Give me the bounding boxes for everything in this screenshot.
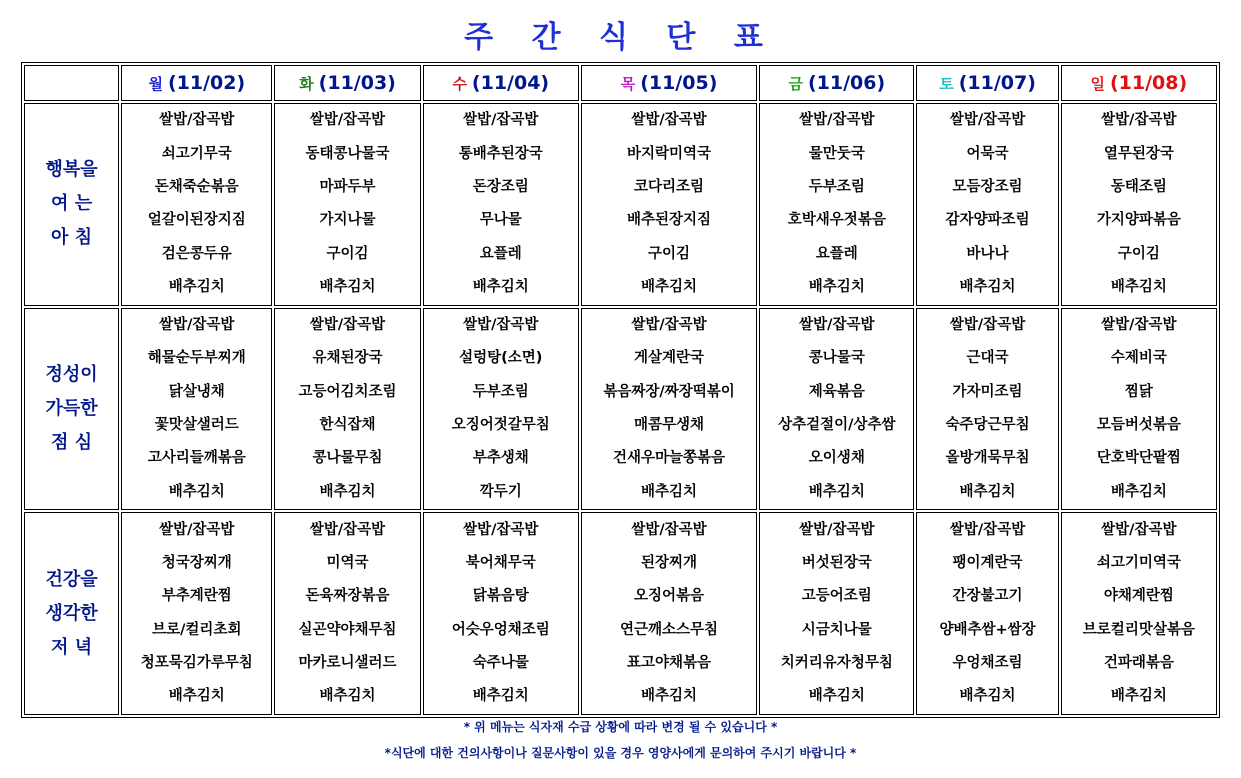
menu-item: 구이김 [326,245,369,262]
menu-item: 올방개묵무침 [945,450,1030,467]
menu-item: 감자양파조림 [945,212,1030,229]
menu-item: 돈채죽순볶음 [154,179,239,196]
menu-item: 근대국 [966,350,1009,367]
menu-item: 단호박단팥찜 [1096,450,1181,467]
menu-item: 깍두기 [479,483,522,500]
menu-cell [916,103,1058,306]
weekday-icon: 화 [299,75,314,93]
menu-item: 수제비국 [1110,350,1167,367]
notice-contact: *식단에 대한 건의사항이나 질문사항이 있을 경우 영양사에게 문의하여 주시기 바랍니다 * [384,746,857,760]
menu-item: 마파두부 [319,179,376,196]
day-date: (11/08) [1109,72,1188,94]
menu-item: 쌀밥/잡곡밥 [799,521,875,538]
menu-item: 쌀밥/잡곡밥 [309,521,386,538]
meal-label-dinner [24,512,119,715]
menu-item: 해물순두부찌개 [147,350,246,367]
meal-label-line: 아 침 [51,227,93,249]
menu-item: 쌀밥/잡곡밥 [1101,112,1177,129]
menu-item: 배추김치 [808,483,865,500]
menu-item: 얼갈이된장지짐 [147,212,246,229]
menu-item: 가자미조림 [952,383,1023,400]
menu-item: 찜닭 [1124,383,1153,400]
menu-item: 코다리조림 [634,179,705,196]
menu-item: 팽이계란국 [952,555,1023,572]
weekly-menu-table [21,62,1220,718]
menu-cell [121,512,272,715]
menu-item: 유채된장국 [312,350,383,367]
menu-cell [581,512,757,715]
menu-cell [1061,103,1217,306]
menu-item: 배추김치 [168,483,225,500]
menu-item: 고등어조림 [801,588,872,605]
day-header-sat [916,65,1058,101]
notice-change: * 위 메뉴는 식자재 수급 상황에 따라 변경 될 수 있습니다 * [463,720,778,734]
meal-label-line: 행복을 [45,159,98,181]
menu-item: 마카로니샐러드 [298,654,397,671]
menu-item: 청국장찌개 [161,555,232,572]
day-header-mon [121,65,272,101]
menu-item: 모듬버섯볶음 [1096,416,1181,433]
menu-item: 닭볶음탕 [472,588,529,605]
menu-item: 미역국 [326,555,369,572]
menu-item: 쌀밥/잡곡밥 [631,317,707,334]
menu-item: 바지락미역국 [627,145,712,162]
menu-item: 물만둣국 [808,145,865,162]
menu-item: 배추김치 [1110,278,1167,295]
menu-item: 콩나물무침 [312,450,383,467]
menu-item: 바나나 [966,245,1009,262]
menu-item: 오징어볶음 [634,588,705,605]
menu-item: 배추김치 [168,278,225,295]
menu-item: 쌀밥/잡곡밥 [949,317,1026,334]
day-date: (11/04) [471,72,550,94]
menu-item: 오이생채 [808,450,865,467]
menu-item: 우엉채조림 [952,654,1023,671]
menu-item: 어묵국 [966,145,1009,162]
menu-item: 무나물 [479,212,522,229]
day-date: (11/03) [318,72,396,94]
menu-item: 청포묵김가루무침 [140,654,253,671]
menu-item: 통배추된장국 [458,145,543,162]
day-date: (11/05) [640,72,718,94]
menu-item: 간장불고기 [952,588,1023,605]
menu-cell [274,512,420,715]
menu-item: 쌀밥/잡곡밥 [949,112,1026,129]
menu-item: 쌀밥/잡곡밥 [309,317,386,334]
menu-item: 검은콩두유 [161,245,232,262]
menu-item: 배추김치 [808,688,865,705]
meal-label-line: 생각한 [45,602,98,624]
menu-item: 요플레 [479,245,522,262]
weekday-icon: 일 [1090,75,1105,93]
weekday-icon: 월 [148,75,163,93]
menu-item: 배추김치 [319,688,376,705]
menu-item: 쌀밥/잡곡밥 [159,317,235,334]
menu-item: 쇠고기미역국 [1096,555,1181,572]
meal-row-breakfast [24,103,1217,306]
menu-item: 쌀밥/잡곡밥 [631,521,707,538]
menu-item: 배추된장지짐 [627,212,712,229]
menu-item: 양배추쌈+쌈장 [939,621,1036,638]
menu-item: 돈육짜장볶음 [305,588,390,605]
menu-item: 야채계란찜 [1103,588,1174,605]
menu-item: 동태조림 [1110,179,1167,196]
menu-item: 매콤무생채 [634,416,705,433]
menu-item: 배추김치 [168,688,225,705]
menu-item: 배추김치 [1110,483,1167,500]
menu-item: 배추김치 [641,483,698,500]
weekday-icon: 금 [788,75,803,93]
day-date: (11/07) [958,72,1036,94]
menu-cell [1061,308,1217,511]
menu-cell [581,103,757,306]
menu-item: 한식잡채 [319,416,376,433]
menu-item: 버섯된장국 [801,555,872,572]
menu-item: 브로컬리맛살볶음 [1082,621,1195,638]
menu-item: 부추계란찜 [161,588,232,605]
weekday-icon: 목 [620,75,636,93]
menu-item: 모듬장조림 [952,179,1023,196]
page-title: 주 간 식 단 표 [464,20,777,55]
menu-cell [916,512,1058,715]
day-header-wed [423,65,579,101]
menu-item: 두부조림 [808,179,865,196]
meal-label-lunch [24,308,119,511]
menu-item: 오징어젓갈무침 [451,416,550,433]
menu-item: 구이김 [1117,245,1160,262]
menu-item: 가지나물 [319,212,376,229]
day-header-fri [759,65,914,101]
day-header-thu [581,65,757,101]
meal-label-line: 건강을 [45,568,98,590]
menu-item: 제육볶음 [808,383,865,400]
meal-label-line: 점 심 [51,431,93,453]
menu-item: 배추김치 [641,278,698,295]
menu-cell [121,308,272,511]
menu-item: 쌀밥/잡곡밥 [799,317,875,334]
menu-item: 호박새우젓볶음 [787,212,886,229]
menu-item: 건파래볶음 [1103,654,1174,671]
menu-item: 쌀밥/잡곡밥 [309,112,386,129]
menu-item: 배추김치 [641,688,698,705]
menu-cell [759,103,914,306]
day-date: (11/02) [167,72,246,94]
menu-item: 꽃맛살샐러드 [154,416,239,433]
menu-item: 북어채무국 [465,555,536,572]
menu-cell [916,308,1058,511]
menu-item: 쌀밥/잡곡밥 [1101,317,1177,334]
menu-item: 가지양파볶음 [1096,212,1181,229]
menu-item: 쌀밥/잡곡밥 [159,521,235,538]
menu-item: 쌀밥/잡곡밥 [159,112,235,129]
day-date: (11/06) [807,72,886,94]
meal-label-line: 저 녁 [51,636,93,658]
meal-label-line: 여 는 [51,193,93,215]
menu-item: 볶음짜장/짜장떡볶이 [603,383,735,400]
menu-item: 상추겉절이/상추쌈 [778,416,896,433]
weekday-icon: 토 [939,75,954,93]
meal-label-line: 정성이 [45,363,98,385]
menu-item: 두부조림 [472,383,529,400]
menu-item: 부추생채 [472,450,529,467]
meal-label-line: 가득한 [45,397,98,419]
menu-item: 브로/컬리초회 [152,621,242,638]
day-header-sun [1061,65,1217,101]
corner-cell [24,65,119,101]
menu-item: 시금치나물 [801,621,872,638]
menu-item: 쌀밥/잡곡밥 [463,112,539,129]
menu-item: 배추김치 [1110,688,1167,705]
menu-item: 쇠고기무국 [161,145,232,162]
menu-item: 게살계란국 [634,350,705,367]
weekday-icon: 수 [452,75,467,93]
menu-item: 콩나물국 [808,350,865,367]
menu-item: 구이김 [648,245,691,262]
menu-cell [423,103,579,306]
menu-cell [423,512,579,715]
menu-cell [759,308,914,511]
menu-item: 요플레 [815,245,858,262]
menu-item: 돈장조림 [472,179,529,196]
menu-item: 연근깨소스무침 [620,621,719,638]
day-header-row [24,65,1217,101]
menu-cell [274,103,420,306]
menu-item: 숙주나물 [472,654,529,671]
menu-cell [423,308,579,511]
menu-item: 배추김치 [808,278,865,295]
menu-item: 쌀밥/잡곡밥 [631,112,707,129]
menu-item: 열무된장국 [1103,145,1174,162]
menu-item: 배추김치 [959,483,1016,500]
menu-cell [121,103,272,306]
menu-item: 배추김치 [319,483,376,500]
menu-item: 동태콩나물국 [305,145,390,162]
menu-item: 배추김치 [959,688,1016,705]
menu-item: 쌀밥/잡곡밥 [463,521,539,538]
menu-item: 고사리들깨볶음 [147,450,246,467]
menu-cell [759,512,914,715]
menu-item: 쌀밥/잡곡밥 [1101,521,1177,538]
menu-item: 쌀밥/잡곡밥 [799,112,875,129]
menu-item: 실곤약야채무침 [298,621,397,638]
menu-item: 설렁탕(소면) [459,350,543,367]
meal-row-dinner [24,512,1217,715]
menu-cell [581,308,757,511]
menu-cell [1061,512,1217,715]
menu-item: 닭살냉채 [168,383,225,400]
menu-item: 고등어김치조림 [298,383,397,400]
menu-cell [274,308,420,511]
menu-item: 된장찌개 [641,555,698,572]
menu-item: 치커리유자청무침 [780,654,893,671]
menu-item: 배추김치 [472,278,529,295]
menu-item: 쌀밥/잡곡밥 [463,317,539,334]
menu-item: 배추김치 [319,278,376,295]
menu-item: 표고야채볶음 [627,654,712,671]
day-header-tue [274,65,420,101]
menu-item: 숙주당근무침 [945,416,1030,433]
menu-item: 어슷우엉채조림 [451,621,550,638]
meal-row-lunch [24,308,1217,511]
menu-item: 배추김치 [472,688,529,705]
menu-item: 배추김치 [959,278,1016,295]
menu-item: 쌀밥/잡곡밥 [949,521,1026,538]
meal-label-breakfast [24,103,119,306]
menu-item: 건새우마늘쫑볶음 [613,450,726,467]
